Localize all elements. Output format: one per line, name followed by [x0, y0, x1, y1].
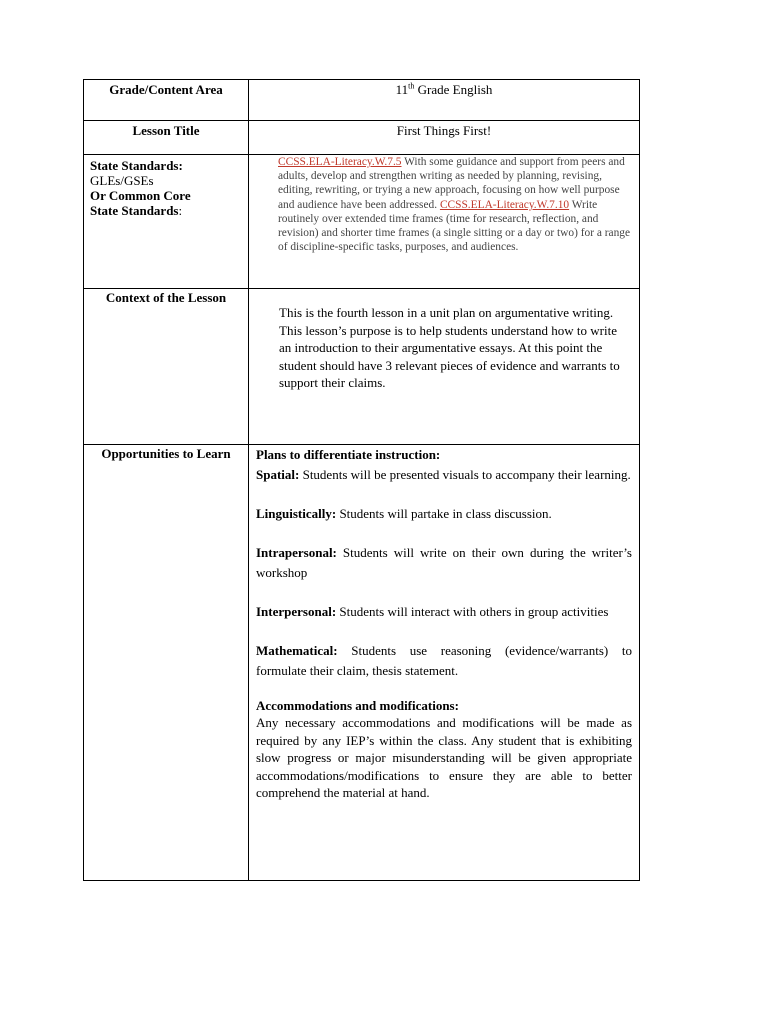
context-label: Context of the Lesson [105, 290, 227, 305]
title-row [84, 121, 640, 155]
lesson-plan-table [83, 79, 640, 881]
linguistic-item: Linguistically: Students will partake in class discussion. [256, 506, 552, 521]
context-label-cell [84, 289, 249, 445]
context-row [84, 289, 640, 445]
standards-label-line2: GLEs/GSEs [90, 173, 154, 188]
mathematical-item: Mathematical: Students use reasoning (evidence/warrants) to formulate their claim, thesis statement. [256, 643, 632, 678]
standards-label-line3: Or Common Core [90, 188, 191, 203]
grade-label-cell [84, 80, 249, 121]
standards-label-cell [84, 155, 249, 289]
grade-row [84, 80, 640, 121]
opportunities-value-cell [249, 445, 640, 881]
standards-label-colon: : [178, 203, 183, 218]
accommodations-text: Any necessary accommodations and modifications will be made as required by any IEP’s within the class. Any student that is exhibiting slow progress or major misunderstanding will be given appropriate accommodations/modifications to ensure they are able to better comprehend the material at hand. [256, 715, 632, 801]
title-label-cell [84, 121, 249, 155]
grade-number: 11 [395, 82, 409, 97]
title-value-cell [249, 121, 640, 155]
opportunities-row [84, 445, 640, 881]
opportunities-label: Opportunities to Learn [101, 446, 231, 461]
intrapersonal-item: Intrapersonal: Students will write on their own during the writer’s workshop [256, 545, 632, 580]
standards-label-line4: State Standards [90, 203, 179, 218]
context-text: This is the fourth lesson in a unit plan on argumentative writing. This lesson’s purpose is to help students understand how to write an introduction to their argumentative essays. At this point the student should have 3 relevant pieces of evidence and warrants to support their claims. [279, 305, 620, 391]
opportunities-content [249, 445, 639, 801]
standards-label-line1: State Standards: [90, 158, 183, 173]
standards-row [84, 155, 640, 289]
standard-w-7-10-text: Write routinely over extended time frames (time for research, reflection, and revision) and shorter time frames (a single sitting or a day or two) for a range of discipline-specific tasks, purposes, and audiences. [278, 198, 631, 254]
opportunities-label-cell [84, 445, 249, 881]
spatial-item: Spatial: Students will be presented visuals to accompany their learning. [256, 467, 631, 482]
grade-label: Grade/Content Area [109, 82, 223, 97]
grade-value-cell [249, 80, 640, 121]
plans-heading: Plans to differentiate instruction: [256, 447, 441, 462]
standard-w-7-5-text: With some guidance and support from peers and adults, develop and strengthen writing as needed by planning, revising, editing, rewriting, or trying a new approach, focusing on how well purpose and audience have been addressed. [278, 156, 625, 211]
grade-suffix-sup: th [408, 81, 415, 91]
context-value-cell [249, 289, 640, 445]
grade-value [249, 80, 639, 97]
standard-w-7-5-link[interactable]: CCSS.ELA-Literacy.W.7.5 [278, 156, 402, 168]
lesson-title: First Things First! [396, 123, 492, 138]
standard-w-7-10-link[interactable]: CCSS.ELA-Literacy.W.7.10 [439, 198, 570, 211]
standards-text [249, 155, 639, 254]
interpersonal-item: Interpersonal: Students will interact with others in group activities [256, 604, 609, 619]
grade-subject: Grade English [414, 82, 493, 97]
accommodations-heading: Accommodations and modifications: [256, 698, 459, 713]
title-label: Lesson Title [132, 123, 200, 138]
standards-value-cell [249, 155, 640, 289]
standards-label [84, 155, 248, 218]
